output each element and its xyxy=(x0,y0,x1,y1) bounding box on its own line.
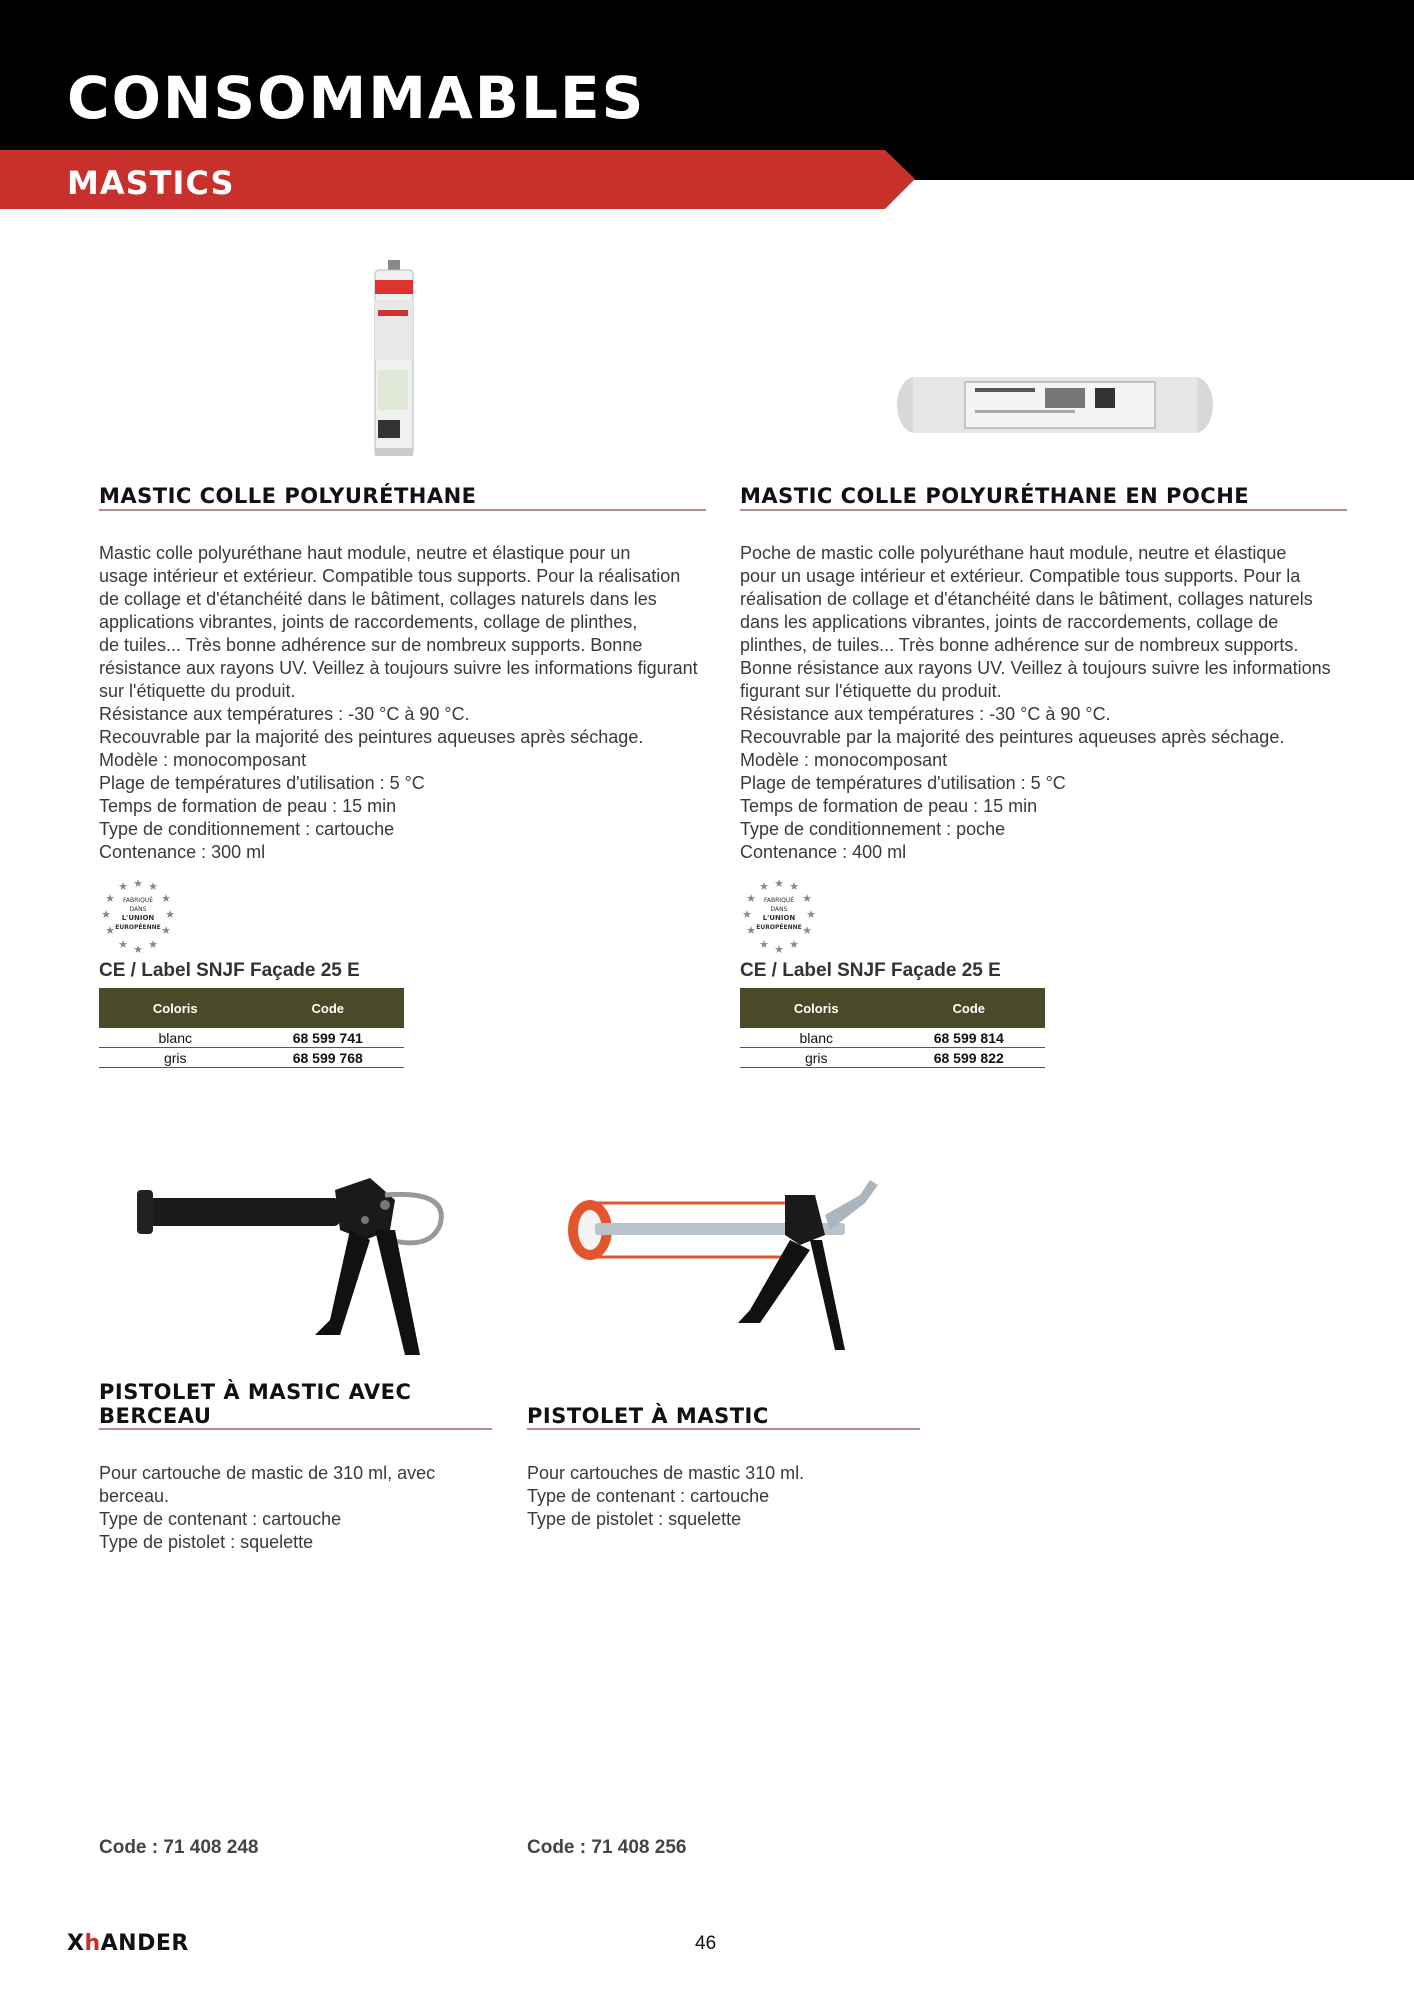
product-title-4: PISTOLET À MASTIC xyxy=(527,1404,769,1428)
title-rule-1 xyxy=(99,509,706,511)
product-code-3: Code : 71 408 248 xyxy=(99,1837,259,1858)
svg-text:★: ★ xyxy=(101,908,111,921)
page-number: 46 xyxy=(695,1933,717,1954)
eu-made-badge-1 xyxy=(98,878,178,958)
table-row: gris 68 599 768 xyxy=(99,1048,404,1068)
eu-made-badge-2 xyxy=(739,878,819,958)
svg-text:EUROPÉENNE: EUROPÉENNE xyxy=(115,924,161,931)
table-row: blanc 68 599 814 xyxy=(740,1028,1045,1048)
svg-text:FABRIQUÉ: FABRIQUÉ xyxy=(764,897,794,904)
product-description-3: Pour cartouche de mastic de 310 ml, avec berceau. Type de contenant : cartouche Type de pistolet : squelette xyxy=(99,1463,436,1552)
svg-text:★: ★ xyxy=(105,892,115,905)
svg-text:★: ★ xyxy=(774,943,784,956)
svg-text:EUROPÉENNE: EUROPÉENNE xyxy=(756,924,802,931)
product-title-1: MASTIC COLLE POLYURÉTHANE xyxy=(99,484,477,508)
svg-text:L'UNION: L'UNION xyxy=(762,914,796,922)
svg-text:★: ★ xyxy=(105,924,115,937)
caulk-gun-skeleton-image xyxy=(560,1175,880,1350)
title-rule-4 xyxy=(527,1428,920,1430)
svg-text:★: ★ xyxy=(789,938,799,951)
svg-text:★: ★ xyxy=(759,938,769,951)
pouch-image xyxy=(895,370,1215,440)
svg-text:DANS: DANS xyxy=(129,906,147,913)
svg-text:L'UNION: L'UNION xyxy=(121,914,155,922)
table-row: blanc 68 599 741 xyxy=(99,1028,404,1048)
svg-text:★: ★ xyxy=(133,943,143,956)
page-title: CONSOMMABLES xyxy=(67,64,646,132)
certification-2: CE / Label SNJF Façade 25 E xyxy=(740,960,1001,981)
certification-1: CE / Label SNJF Façade 25 E xyxy=(99,960,360,981)
svg-text:★: ★ xyxy=(759,880,769,893)
svg-text:DANS: DANS xyxy=(770,906,788,913)
svg-text:★: ★ xyxy=(133,878,143,890)
svg-text:★: ★ xyxy=(161,892,171,905)
svg-text:★: ★ xyxy=(802,892,812,905)
section-title: MASTICS xyxy=(67,164,235,202)
table-header: Coloris Code xyxy=(99,988,404,1028)
svg-text:FABRIQUÉ: FABRIQUÉ xyxy=(123,897,153,904)
svg-text:★: ★ xyxy=(148,938,158,951)
title-rule-3 xyxy=(99,1428,492,1430)
svg-text:★: ★ xyxy=(774,878,784,890)
svg-text:★: ★ xyxy=(802,924,812,937)
svg-text:★: ★ xyxy=(118,938,128,951)
caulk-gun-cradle-image xyxy=(135,1170,455,1365)
svg-text:★: ★ xyxy=(118,880,128,893)
svg-text:★: ★ xyxy=(148,880,158,893)
product-code-4: Code : 71 408 256 xyxy=(527,1837,687,1858)
brand-logo: XhANDER xyxy=(67,1931,189,1956)
svg-text:★: ★ xyxy=(742,908,752,921)
product-title-3: PISTOLET À MASTIC AVEC BERCEAU xyxy=(99,1380,412,1428)
svg-text:★: ★ xyxy=(161,924,171,937)
color-code-table-1 xyxy=(99,988,404,1068)
product-description-2: Poche de mastic colle polyuréthane haut module, neutre et élastique pour un usage intérieur et extérieur. Compatible tous supports. Pour la réalisation de collage et d'étanchéité dans le bâtiment, collages naturels dans les applications vibrantes, joints de raccordements, collage de plinthes, de tuiles... Très bonne adhérence sur de nombreux supports. Bonne résistance aux rayons UV. Veillez à toujours suivre les informations figurant sur l'étiquette du produit. Résistance aux températures : -30 °C à 90 °C. Recouvrable par la majorité des peintures aqueuses après séchage. Modèle : monocomposant Plage de températures d'utilisation : 5 °C Temps de formation de peau : 15 min Type de conditionnement : poche Contenance : 400 ml xyxy=(740,543,1331,862)
svg-text:★: ★ xyxy=(746,892,756,905)
color-code-table-2 xyxy=(740,988,1045,1068)
title-rule-2 xyxy=(740,509,1347,511)
svg-text:★: ★ xyxy=(746,924,756,937)
svg-text:★: ★ xyxy=(165,908,175,921)
table-header: Coloris Code xyxy=(740,988,1045,1028)
svg-text:★: ★ xyxy=(789,880,799,893)
product-description-4: Pour cartouches de mastic 310 ml. Type de contenant : cartouche Type de pistolet : squelette xyxy=(527,1463,805,1529)
table-row: gris 68 599 822 xyxy=(740,1048,1045,1068)
cartridge-image xyxy=(370,260,420,460)
svg-text:★: ★ xyxy=(806,908,816,921)
product-description-1: Mastic colle polyuréthane haut module, neutre et élastique pour un usage intérieur et extérieur. Compatible tous supports. Pour la réalisation de collage et d'étanchéité dans le bâtiment, collages naturels dans les applications vibrantes, joints de raccordements, collage de plinthes, de tuiles... Très bonne adhérence sur de nombreux supports. Bonne résistance aux rayons UV. Veillez à toujours suivre les informations figurant sur l'étiquette du produit. Résistance aux températures : -30 °C à 90 °C. Recouvrable par la majorité des peintures aqueuses après séchage. Modèle : monocomposant Plage de températures d'utilisation : 5 °C Temps de formation de peau : 15 min Type de conditionnement : cartouche Contenance : 300 ml xyxy=(99,543,698,862)
product-title-2: MASTIC COLLE POLYURÉTHANE EN POCHE xyxy=(740,484,1250,508)
